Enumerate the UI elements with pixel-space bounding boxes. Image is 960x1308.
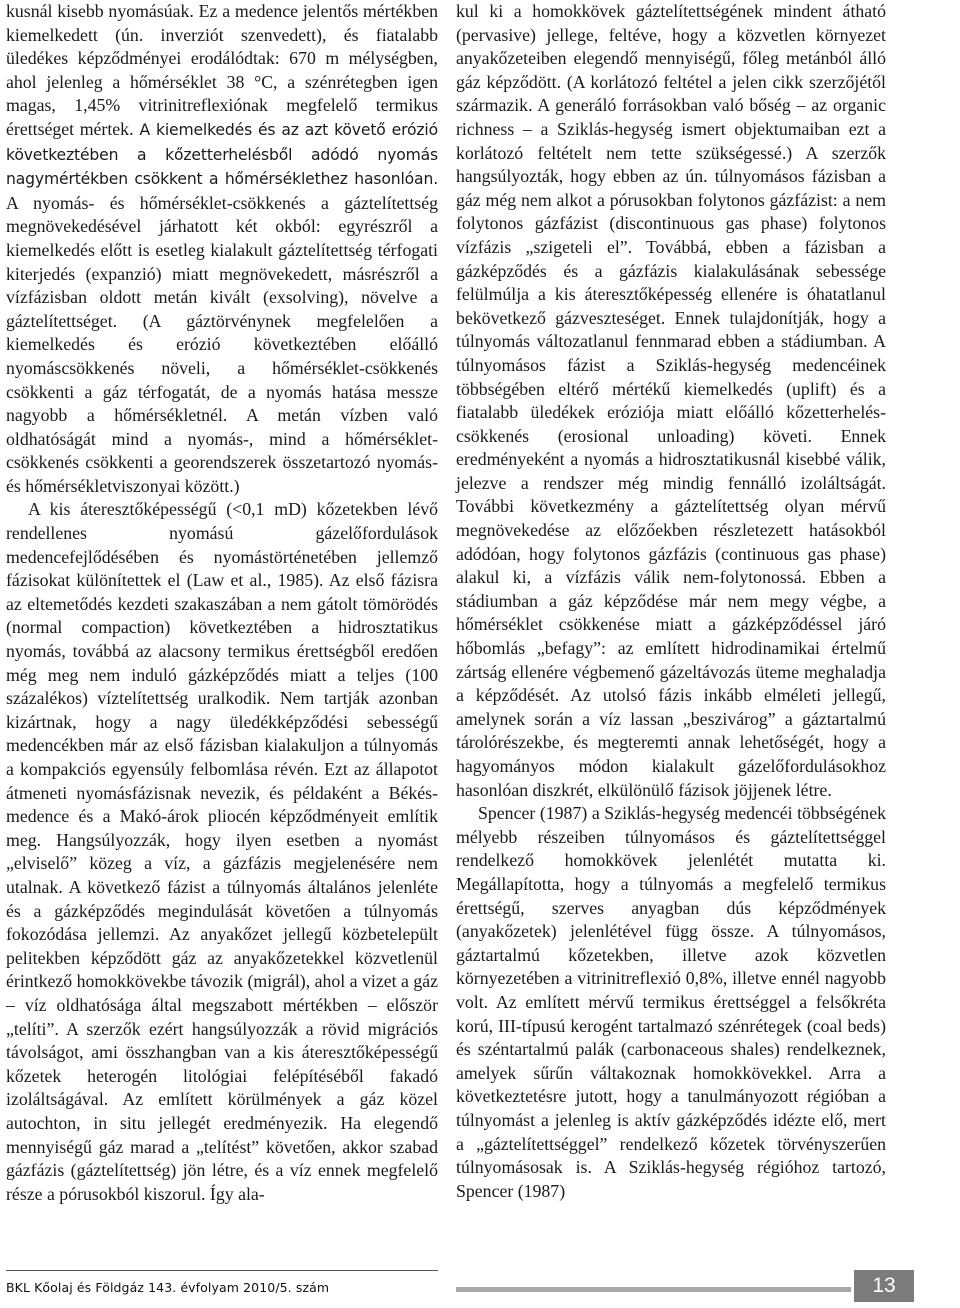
left-paragraph-1-text-a: kusnál kisebb nyomásúak. Ez a medence jelentős mértékben kiemelkedett (ún. inverziót szenvedett), és fiatalabb üledékes képződményei erodálódtak: 670 m mélységben, ahol jelenleg a hőmérséklet 38 °C, a szénrétegben igen magas, 1,45% vitrinitreflexiónak megfelelő termikus érettséget mértek. bbox=[6, 1, 438, 139]
left-paragraph-1-text-b: A nyomás- és hőmérséklet-csökkenés a gáztelítettség megnövekedésével járhatott két okból: egyrészről a kiemelkedés előtt is esetleg kialakult gáztelítettség térfogati kiterjedés (expanzió) miatt megnövekedett, másrészről a vízfázisban oldott metán kivált (exsolving), növelve a gáztelítettséget. bbox=[6, 192, 438, 331]
page-number: 13 bbox=[854, 1270, 914, 1302]
right-paragraph-2: Spencer (1987) a Sziklás-hegység medencéi többségének mélyebb részeiben túlnyomásos és gáztelítettséggel rendelkező homokkövek jelenlétét mutatta ki. Megállapította, hogy a túlnyomás a megfelelő termikus érettségű, szerves anyagban dús képződmények (anyakőzetek) jelenlétével függ össze. A túlnyomásos, gáztartalmú kőzetekben, illetve azok közvetlen környezetében a vitrinitreflexió 0,8%, illetve ennél nagyobb volt. Az említett mérvű termikus érettséggel a felsőkréta korú, III-típusú kerogént tartalmazó szénrétegek (coal beds) és széntartalmú palák (carbonaceous shales) rendelkeznek, amelyek sűrűn váltakoznak homokkövekkel. Arra a következtetésre jutott, hogy a tanulmányozott régióban a túlnyomást a jelenleg is aktív gázképződés idézte elő, mert a „gáztelítettséggel” rendelkező kőzetek törvényszerűen túlnyomásosak is. A Sziklás-hegység régióhoz tartozó, Spencer (1987) bbox=[456, 803, 886, 1201]
footer-journal: BKL Kőolaj és Földgáz 143. évfolyam 2010/5. szám bbox=[6, 1280, 330, 1295]
right-column bbox=[456, 0, 886, 1203]
left-paragraph-1-sans-text: A kiemelkedés és az azt követő erózió következtében a kőzetterhelésből adódó nyomás nagymértékben csökkent a hőmérséklethez hasonlóan. bbox=[6, 120, 438, 189]
left-paragraph-1 bbox=[6, 0, 438, 498]
left-paragraph-1-text-c: (A gáztörvénynek megfelelően a kiemelkedés és erózió következtében előálló nyomáscsökkenés növeli, a hőmérséklet-csökkenés csökkenti a gáz térfogatát, de a nyomás hatása messze nagyobb a hőmérsékletnél. A metán vízben való oldhatóságát mind a nyomás-, mind a hőmérséklet-csökkenés csökkenti a georendszerek összetartozó nyomás- és hőmérsékletviszonyai között.) bbox=[6, 310, 438, 496]
right-paragraph-1: kul ki a homokkövek gáztelítettségének mindent átható (pervasive) jellege, feltéve, hogy a közvetlen környezet anyakőzeteiben elegendő mennyiségű, főleg metánból álló gáz képződött. (A korlátozó feltétel a jelen cikk szerzőjétől származik. A generáló forrásokban való bőség – az organic richness – a Sziklás-hegység ismert objektumaiban ezt a korlátozó feltételt nem tette szükségessé.) A szerzők hangsúlyozták, hogy ebben az ún. túlnyomásos fázisban a gáz még nem alkot a pórusokban folytonos gázfázist: a nem folytonos gázfázist (discontinuous gas phase) folytonos vízfázis „szigeteli el”. Továbbá, ebben a fázisban a gázképződés és a gázfázis kialakulásának sebessége felülmúlja a kis áteresztőképesség ellenére is óhatatlanul bekövetkező gázveszteséget. Ennek tulajdonítják, hogy a túlnyomás változatlanul fennmarad ebben a stádiumban. A túlnyomásos fázist a Sziklás-hegység medencéinek többségében eltérő mértékű kiemelkedés (uplift) és a fiatalabb üledékek eróziója miatt előálló kőzetterhelés-csökkenés (erosional unloading) követi. Ennek eredményeként a nyomás a hidrosztatikusnál kisebbé válik, jelezve a rendszer még mindig fennálló izoláltságát. További következmény a gáztelítettség olyan mérvű megnövekedése az előzőekben részletezett hatásokból adódóan, hogy folytonos gázfázis (continuous gas phase) alakul ki, a vízfázis válik nem-folytonossá. Ebben a stádiumban a gáz képződése már nem megy végbe, a hőmérséklet csökkenése miatt a gázképződéssel járó hőbomlás „befagy”: az említett hidrodinamikai értelmű zártság ellenére végbemenő gázeltávozás üteme meghaladja a képződését. Az utolsó fázis inkább elméleti jellegű, amelynek során a víz lassan „beszivárog” a gáztartalmú tárolórészekbe, és megteremti annak lehetőségét, hogy a hagyományos módon kialakult gázelőfordulásokhoz hasonlóan diszkrét, elkülönülő fázisok jöjjenek létre. bbox=[456, 1, 886, 800]
footer-bar bbox=[456, 1287, 851, 1292]
left-column bbox=[6, 0, 438, 1206]
left-paragraph-2: A kis áteresztőképességű (<0,1 mD) kőzetekben lévő rendellenes nyomású gázelőfordulások medencefejlődésében és nyomástörténetében jellemző fázisokat különítettek el (Law et al., 1985). Az első fázisra az eltemetődés kezdeti szakaszában a nem gátolt tömörödés (normal compaction) következtében a hidrosztatikus nyomás, továbbá az alacsony termikus érettségből eredően még meg nem induló gázképződés miatt a teljes (100 százalékos) víztelítettség uralkodik. Nem tartják azonban kizártnak, hogy a nagy üledékképződési sebességű medencékben már az első fázisban kialakuljon a túlnyomás a kompakciós egyensúly felbomlása révén. Ezt az állapotot átmeneti nyomásfázisnak nevezik, és példaként a Békés-medence és a Makó-árok pliocén képződményeit említik meg. Hangsúlyozzák, hogy ilyen esetben a nyomást „elviselő” közeg a víz, a gázfázis megjelenésére nem utalnak. A következő fázist a túlnyomás általános jelenléte és a gázképződés megindulását követően a túlnyomás fokozódása jellemzi. Az anyakőzet jellegű közbetelepült pelitekben képződött gáz az anyakőzetekkel közvetlenül érintkező homokkövekbe távozik (migrál), ahol a vizet a gáz – víz oldhatósága által megszabott mértékben – először „telíti”. A szerzők ezért hangsúlyozzák a rövid migrációs távolságot, ami összhangban van a kis áteresztőképességű kőzetek heterogén litológiai felépítéséből fakadó izoláltságával. Az említett körülmények a gáz közel autochton, in situ jellegét eredményezik. Ha elegendő mennyiségű gáz marad a „telítést” követően, akkor szabad gázfázis (gáztelítettség) jön létre, és a víz ennek megfelelő része a pórusokból kiszorul. Így ala- bbox=[6, 499, 439, 1204]
footer-rule bbox=[6, 1270, 438, 1271]
